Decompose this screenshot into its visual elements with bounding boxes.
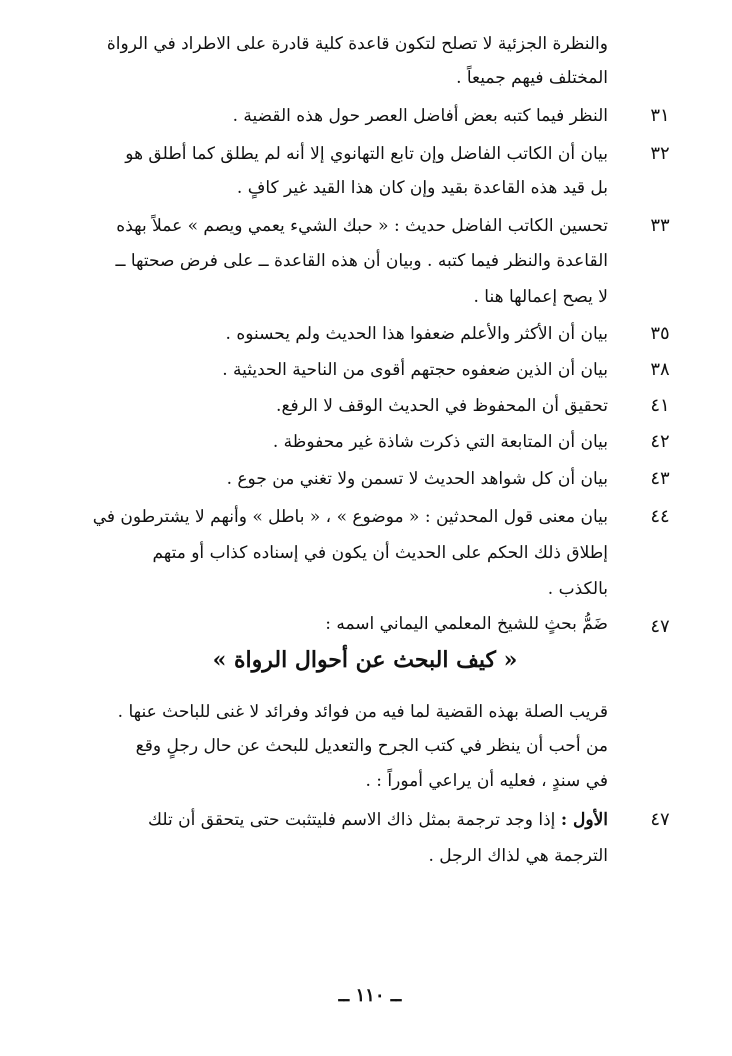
entry-text: تحسين الكاتب الفاضل حديث : « حبك الشيء يعمي ويصم » عملاً بهذه [116, 216, 608, 236]
entry-page-number: ٤١ [650, 395, 670, 416]
entry-page-number: ٤٢ [650, 431, 670, 452]
entry-text: بيان أن كل شواهد الحديث لا تسمن ولا تغني من جوع . [226, 469, 608, 489]
entry-text: بيان معنى قول المحدثين : « موضوع » ، « باطل » وأنهم لا يشترطون في [92, 507, 608, 527]
entry-text: النظر فيما كتبه بعض أفاضل العصر حول هذه القضية . [232, 106, 608, 126]
entry-page-number: ٣٣ [650, 215, 670, 236]
entry-text: بيان أن الذين ضعفوه حجتهم أقوى من الناحية الحديثية . [222, 360, 608, 380]
entry-text: لا يصح إعمالها هنا . [473, 287, 608, 307]
entry-text: بيان أن الأكثر والأعلم ضعفوا هذا الحديث ولم يحسنوه . [225, 324, 608, 344]
entry-text: القاعدة والنظر فيما كتبه . وبيان أن هذه القاعدة ــ على فرض صحتها ــ [115, 251, 608, 271]
entry-text: بيان أن المتابعة التي ذكرت شاذة غير محفوظة . [272, 432, 608, 452]
intro-line-1: والنظرة الجزئية لا تصلح لتكون قاعدة كلية قادرة على الاطراد في الرواة [106, 34, 608, 54]
entry-text: بيان أن الكاتب الفاضل وإن تابع التهانوي إلا أنه لم يطلق كما أطلق هو [125, 144, 608, 164]
paragraph-line-2: من أحب أن ينظر في كتب الجرح والتعديل للبحث عن حال رجلٍ وقع [135, 736, 608, 756]
last-entry-lead: الأول : [560, 810, 608, 830]
entry-text: ضَمُّ بحثٍ للشيخ المعلمي اليماني اسمه : [325, 614, 608, 634]
last-entry-line-1 [148, 808, 608, 832]
entry-page-number: ٣٥ [650, 323, 670, 344]
entry-page-number: ٣١ [650, 105, 670, 126]
entry-page-number: ٤٤ [650, 506, 670, 527]
paragraph-line-3: في سندٍ ، فعليه أن يراعي أموراً : . [365, 771, 608, 791]
intro-line-2: المختلف فيهم جميعاً . [456, 68, 608, 88]
last-entry-text: إذا وجد ترجمة بمثل ذاك الاسم فليتثبت حتى يتحقق أن تلك [148, 810, 561, 830]
entry-page-number: ٣٢ [650, 143, 670, 164]
page-number-footer: ــ ١١٠ ــ [338, 985, 402, 1006]
entry-text: تحقيق أن المحفوظ في الحديث الوقف لا الرفع. [276, 396, 608, 416]
entry-text: بل قيد هذه القاعدة بقيد وإن كان هذا القيد غير كافٍ . [236, 178, 608, 198]
entry-text: إطلاق ذلك الحكم على الحديث أن يكون في إسناده كذاب أو متهم [152, 543, 608, 563]
entry-page-number: ٣٨ [650, 359, 670, 380]
last-entry-line-2: الترجمة هي لذاك الرجل . [428, 846, 608, 866]
section-heading: « كيف البحث عن أحوال الرواة » [212, 647, 518, 673]
paragraph-line-1: قريب الصلة بهذه القضية لما فيه من فوائد وفرائد لا غنى للباحث عنها . [117, 702, 608, 722]
entry-page-number: ٤٣ [650, 468, 670, 489]
entry-page-number: ٤٧ [650, 616, 670, 637]
entry-page-number: ٤٧ [650, 809, 670, 830]
entry-text: بالكذب . [547, 579, 608, 599]
